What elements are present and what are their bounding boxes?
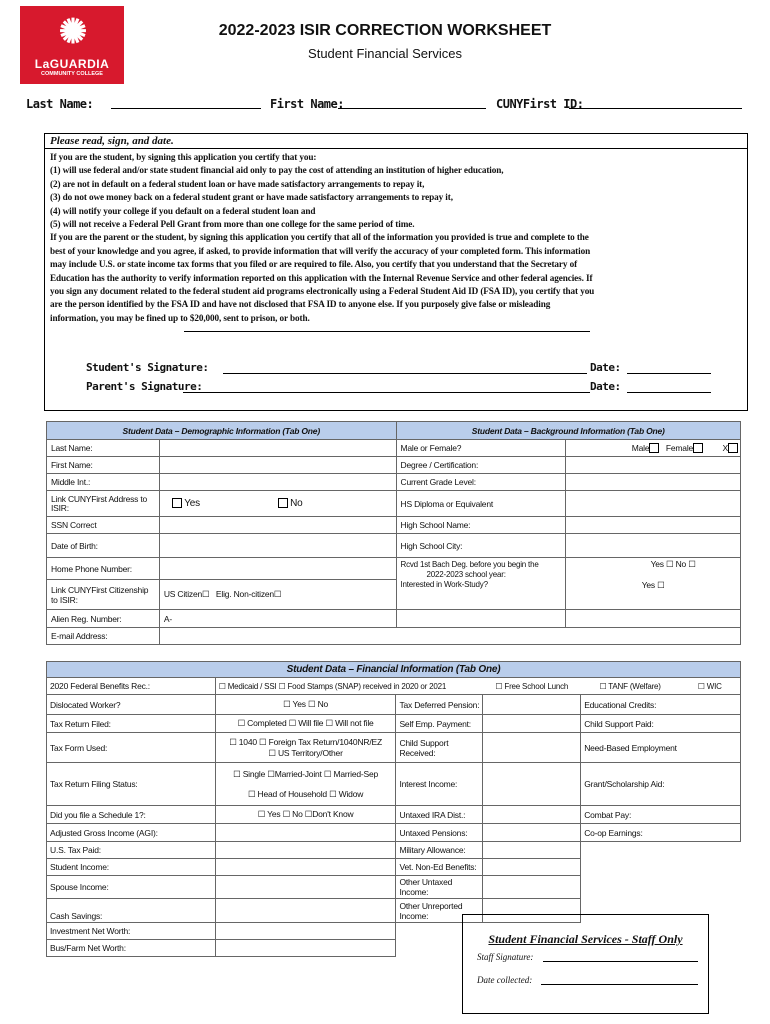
investment-label: Investment Net Worth: (47, 923, 216, 940)
staff-only-box (462, 914, 709, 1014)
cert-line: (3) do not owe money back on a federal student grant or have made satisfactory arrangements to repay it, (50, 192, 453, 203)
cert-line: If you are the student, by signing this application you certify that you: (50, 152, 317, 162)
agi-input[interactable] (215, 824, 396, 842)
divider (184, 331, 590, 332)
untaxed-pension-input[interactable] (483, 824, 581, 842)
cash-input[interactable] (215, 899, 396, 923)
child-paid-label: Child Support Paid: (581, 715, 741, 733)
ira-input[interactable] (483, 806, 581, 824)
grade-input[interactable] (566, 474, 741, 491)
deferred-input[interactable] (483, 695, 581, 715)
cunyfirst-id-label: CUNYFirst ID: (496, 97, 584, 111)
deferred-label: Tax Deferred Pension: (396, 695, 483, 715)
empty-cell (396, 610, 566, 628)
x-label: X (722, 442, 728, 453)
first-name-label: First Name: (270, 97, 344, 111)
tax-filed-options[interactable]: ☐ Completed ☐ Will file ☐ Will not file (215, 715, 396, 733)
child-received-input[interactable] (483, 733, 581, 763)
combat-label: Combat Pay: (581, 806, 741, 824)
hs-diploma-input[interactable] (566, 491, 741, 517)
dislocated-label: Dislocated Worker? (47, 695, 216, 715)
tax-form-option-2[interactable]: ☐ US Territory/Other (268, 747, 343, 758)
ira-label: Untaxed IRA Dist.: (396, 806, 483, 824)
certification-heading: Please read, sign, and date. (45, 134, 747, 149)
alien-label: Alien Reg. Number: (47, 610, 160, 628)
link-address-label: Link CUNYFirst Address to ISIR: (47, 491, 160, 517)
degree-label: Degree / Certification: (396, 457, 566, 474)
address-yes-label: Yes (184, 498, 200, 509)
parent-signature-label: Parent's Signature: (86, 380, 203, 393)
demographic-table (46, 421, 741, 645)
background-header: Student Data – Background Information (Tab One) (396, 422, 741, 440)
hs-name-label: High School Name: (396, 517, 566, 534)
vet-input[interactable] (483, 859, 581, 876)
student-date-field[interactable] (627, 373, 711, 374)
blank (581, 842, 741, 859)
bus-farm-input[interactable] (215, 940, 396, 957)
hs-diploma-label: HS Diploma or Equivalent (396, 491, 566, 517)
tax-form-options[interactable] (215, 733, 396, 763)
certification-box (44, 133, 748, 411)
other-untaxed-label: Other Untaxed Income: (396, 876, 483, 899)
address-yes-checkbox[interactable] (172, 498, 182, 508)
edu-credits-label: Educational Credits: (581, 695, 741, 715)
filing-option-2[interactable]: ☐ Head of Household ☐ Widow (247, 789, 364, 799)
cert-line: If you are the parent or the student, by signing this application you certify that all of the information you provided is true and complete to the (50, 232, 589, 243)
interest-label: Interest Income: (396, 763, 483, 806)
tax-form-option-1[interactable]: ☐ 1040 ☐ Foreign Tax Return/1040NR/EZ (229, 736, 382, 747)
x-checkbox[interactable] (728, 443, 738, 453)
schedule-label: Did you file a Schedule 1?: (47, 806, 216, 824)
first-name-label: First Name: (47, 457, 160, 474)
cert-line: you sign any document related to the federal student aid programs electronically using a Federal Student Aid ID (FSA ID), you certify that you (50, 286, 595, 297)
student-income-input[interactable] (215, 859, 396, 876)
student-signature-field[interactable] (223, 373, 587, 374)
work-study-label: Interested in Work-Study? (400, 580, 488, 589)
bus-farm-label: Bus/Farm Net Worth: (47, 940, 216, 957)
benefits-medicaid-snap[interactable]: ☐ Medicaid / SSI ☐ Food Stamps (SNAP) received in 2020 or 2021 (215, 678, 483, 695)
cert-line: best of your knowledge and you agree, if asked, to provide information that will verify the accuracy of your completed form. This information (50, 245, 591, 256)
email-input[interactable] (159, 628, 740, 645)
citizenship-options[interactable] (159, 580, 396, 610)
gender-label: Male or Female? (396, 440, 566, 457)
grade-label: Current Grade Level: (396, 474, 566, 491)
other-unreported-label: Other Unreported Income: (396, 899, 483, 923)
logo-subname: COMMUNITY COLLEGE (41, 71, 103, 77)
spouse-income-label: Spouse Income: (47, 876, 216, 899)
coop-label: Co-op Earnings: (581, 824, 741, 842)
benefits-lunch[interactable]: ☐ Free School Lunch (483, 678, 581, 695)
link-citizenship-label: Link CUNYFirst Citizenship to ISIR: (47, 580, 160, 610)
date-collected-field[interactable] (541, 984, 698, 985)
dislocated-options[interactable]: ☐ Yes ☐ No (215, 695, 396, 715)
link-address-options (159, 491, 396, 517)
last-name-field[interactable] (111, 98, 261, 109)
last-name-input[interactable] (159, 440, 396, 457)
first-name-field[interactable] (338, 98, 486, 109)
filing-option-1[interactable]: ☐ Single ☐Married-Joint ☐ Married-Sep (233, 769, 379, 779)
filing-status-label: Tax Return Filing Status: (47, 763, 216, 806)
cert-line: (5) will not receive a Federal Pell Grant from more than one college for the same period of time. (50, 219, 415, 230)
logo-name: LaGUARDIA (34, 57, 110, 71)
parent-date-field[interactable] (627, 392, 711, 393)
gender-options[interactable] (566, 440, 741, 457)
middle-initial-label: Middle Int.: (47, 474, 160, 491)
email-label: E-mail Address: (47, 628, 160, 645)
student-signature-label: Student's Signature: (86, 361, 209, 374)
page-subtitle: Student Financial Services (308, 46, 462, 61)
cert-line: Education has the authority to verify information reported on this application with the Internal Revenue Service and other federal agencies. If (50, 272, 593, 283)
benefits-tanf[interactable]: ☐ TANF (Welfare) (581, 678, 680, 695)
cert-line: (1) will use federal and/or state student financial aid only to pay the cost of attending an institution of higher education, (50, 165, 504, 176)
benefits-wic[interactable]: ☐ WIC (680, 678, 741, 695)
cert-line: (4) will notify your college if you default on a federal student loan and (50, 205, 316, 216)
investment-input[interactable] (215, 923, 396, 940)
phone-label: Home Phone Number: (47, 558, 160, 580)
cert-line: information, you may be fined up to $20,000, sent to prison, or both. (50, 312, 310, 323)
us-tax-input[interactable] (215, 842, 396, 859)
us-citizen-option[interactable]: US Citizen☐ (163, 589, 210, 599)
agi-label: Adjusted Gross Income (AGI): (47, 824, 216, 842)
female-checkbox[interactable] (693, 443, 703, 453)
blank (581, 859, 741, 876)
certification-text (50, 151, 742, 325)
us-tax-label: U.S. Tax Paid: (47, 842, 216, 859)
rcvd-degree-label (396, 558, 566, 610)
address-no-checkbox[interactable] (278, 498, 288, 508)
staff-heading: Student Financial Services - Staff Only (488, 932, 683, 946)
hs-city-input[interactable] (566, 534, 741, 558)
middle-initial-input[interactable] (159, 474, 396, 491)
phone-input[interactable] (159, 558, 396, 580)
parent-date-label: Date: (590, 380, 621, 393)
cert-line: may include U.S. or state income tax forms that you filed or are required to file. Also, you certify that you understand that the Secretary of (50, 259, 578, 270)
demographic-header: Student Data – Demographic Information (Tab One) (47, 422, 397, 440)
child-received-label: Child Support Received: (396, 733, 483, 763)
logo-star-icon: ✺ (58, 13, 86, 51)
first-name-input[interactable] (159, 457, 396, 474)
grant-label: Grant/Scholarship Aid: (581, 763, 741, 806)
rcvd-line1: Rcvd 1st Bach Deg. before you begin the (400, 560, 539, 569)
page-title: 2022-2023 ISIR CORRECTION WORKSHEET (218, 22, 552, 39)
college-logo (20, 6, 124, 84)
work-study-yes[interactable]: Yes ☐ (641, 580, 665, 590)
address-no-label: No (290, 498, 303, 509)
parent-signature-field[interactable] (183, 392, 590, 393)
military-input[interactable] (483, 842, 581, 859)
cash-label: Cash Savings: (47, 899, 216, 923)
last-name-label: Last Name: (47, 440, 160, 457)
hs-city-label: High School City: (396, 534, 566, 558)
elig-non-citizen-option[interactable]: Elig. Non-citizen☐ (215, 589, 282, 599)
self-emp-label: Self Emp. Payment: (396, 715, 483, 733)
blank (581, 876, 741, 899)
ssn-label: SSN Correct (47, 517, 160, 534)
dob-input[interactable] (159, 534, 396, 558)
male-label: Male (631, 442, 650, 453)
student-date-label: Date: (590, 361, 621, 374)
rcvd-line2: 2022-2023 school year: (426, 570, 506, 579)
tax-form-label: Tax Form Used: (47, 733, 216, 763)
interest-input[interactable] (483, 763, 581, 806)
last-name-label: Last Name: (26, 97, 94, 111)
empty-cell (566, 610, 741, 628)
rcvd-yes-no[interactable]: Yes ☐ No ☐ (650, 559, 696, 569)
benefits-label: 2020 Federal Benefits Rec.: (47, 678, 216, 695)
cunyfirst-id-field[interactable] (569, 98, 742, 109)
ssn-input[interactable] (159, 517, 396, 534)
tax-filed-label: Tax Return Filed: (47, 715, 216, 733)
filing-status-options[interactable] (215, 763, 396, 806)
schedule-options[interactable]: ☐ Yes ☐ No ☐Don't Know (215, 806, 396, 824)
self-emp-input[interactable] (483, 715, 581, 733)
student-income-label: Student Income: (47, 859, 216, 876)
other-untaxed-input[interactable] (483, 876, 581, 899)
vet-label: Vet. Non-Ed Benefits: (396, 859, 483, 876)
staff-signature-field[interactable] (543, 961, 698, 962)
military-label: Military Allowance: (396, 842, 483, 859)
dob-label: Date of Birth: (47, 534, 160, 558)
degree-input[interactable] (566, 457, 741, 474)
cert-line: are the person identified by the FSA ID and have not disclosed that FSA ID to anyone else. If you purposely give false or misleading (50, 299, 551, 310)
financial-header: Student Data – Financial Information (Tab One) (47, 662, 741, 678)
alien-input[interactable]: A- (159, 610, 396, 628)
financial-table (46, 661, 741, 957)
male-checkbox[interactable] (649, 443, 659, 453)
need-based-label: Need-Based Employment (581, 733, 741, 763)
cert-line: (2) are not in default on a federal student loan or have made satisfactory arrangements to repay it, (50, 178, 425, 189)
hs-name-input[interactable] (566, 517, 741, 534)
untaxed-pension-label: Untaxed Pensions: (396, 824, 483, 842)
spouse-income-input[interactable] (215, 876, 396, 899)
date-collected-label: Date collected: (477, 975, 533, 985)
rcvd-degree-options[interactable] (566, 558, 741, 610)
female-label: Female (665, 442, 694, 453)
staff-signature-label: Staff Signature: (477, 952, 534, 962)
